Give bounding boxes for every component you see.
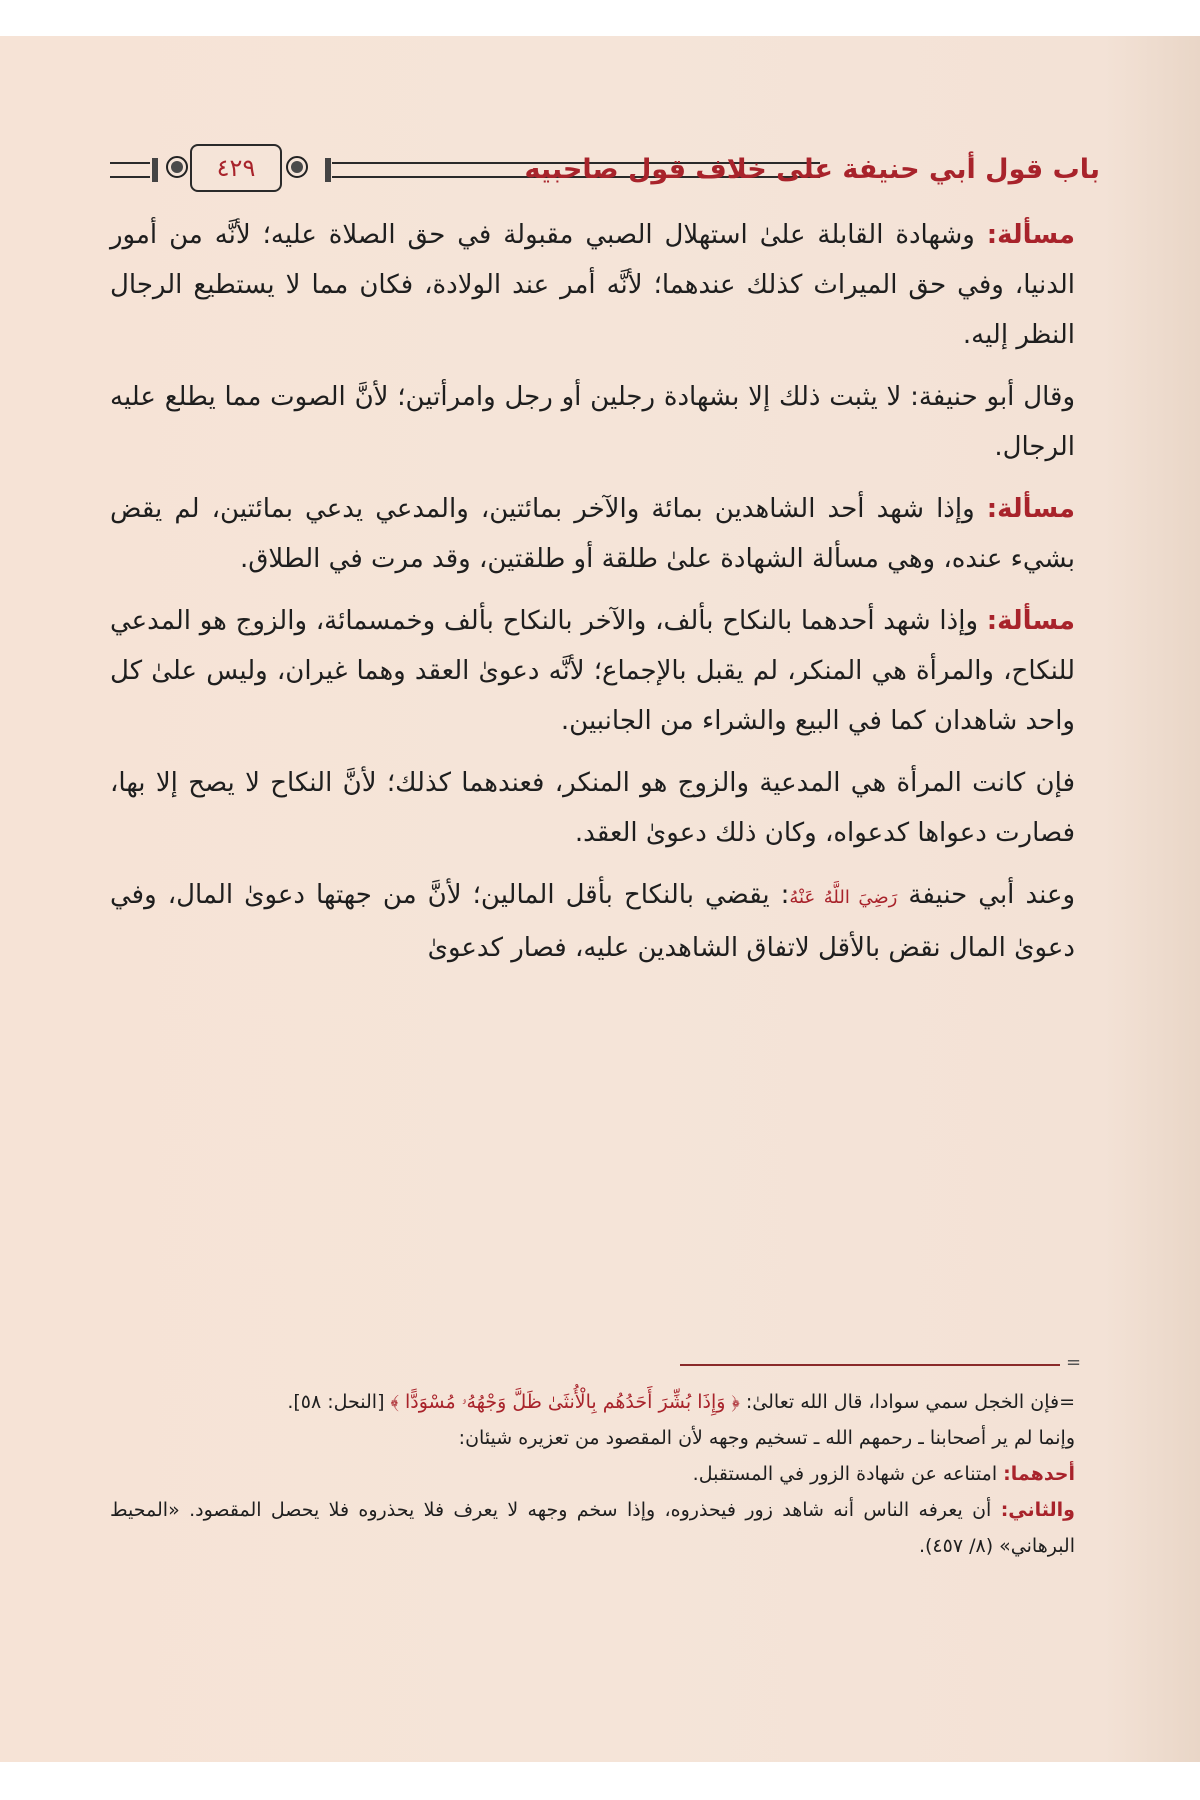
paragraph-text: فإن كانت المرأة هي المدعية والزوج هو المنكر، فعندهما كذلك؛ لأنَّ النكاح لا يصح إلا بها، فصارت دعواها كدعواه، وكان ذلك دعوىٰ العقد. bbox=[110, 768, 1075, 848]
issue-label: مسألة: bbox=[986, 220, 1075, 250]
main-text bbox=[110, 210, 1075, 985]
honorific-glyph: رَضِيَ اللَّهُ عَنْهُ bbox=[789, 887, 898, 908]
issue-label: مسألة: bbox=[986, 494, 1075, 524]
footnote-line bbox=[110, 1384, 1075, 1420]
footnote-text: امتناعه عن شهادة الزور في المستقبل. bbox=[692, 1463, 1004, 1485]
header-ornament-ring bbox=[166, 156, 188, 178]
paragraph-4 bbox=[110, 596, 1075, 746]
footnote-text: وإنما لم ير أصحابنا ـ رحمهم الله ـ تسخيم وجهه لأن المقصود من تعزيره شيئان: bbox=[458, 1427, 1075, 1449]
paragraph-1 bbox=[110, 210, 1075, 360]
paragraph-text: وإذا شهد أحد الشاهدين بمائة والآخر بمائتين، والمدعي يدعي بمائتين، لم يقض بشيء عنده، وهي مسألة الشهادة علىٰ طلقة أو طلقتين، وقد مرت في الطلاق. bbox=[110, 494, 1075, 574]
footnote-separator bbox=[680, 1364, 1060, 1366]
paragraph-text: وقال أبو حنيفة: لا يثبت ذلك إلا بشهادة رجلين أو رجل وامرأتين؛ لأنَّ الصوت مما يطلع عليه الرجال. bbox=[110, 382, 1075, 462]
paragraph-text-before: وعند أبي حنيفة bbox=[897, 880, 1076, 910]
chapter-title: باب قول أبي حنيفة على خلاف قول صاحبيه bbox=[524, 154, 1100, 185]
verse-reference: [النحل: ٥٨]. bbox=[287, 1391, 391, 1413]
issue-label: مسألة: bbox=[986, 606, 1075, 636]
paragraph-text: : يقضي بالنكاح بأقل المالين؛ لأنَّ من جهتها دعوىٰ المال، وفي دعوىٰ المال نقض بالأقل لاتفاق الشاهدين عليه، فصار كدعوىٰ bbox=[110, 880, 1075, 963]
footnote-text: أن يعرفه الناس أنه شاهد زور فيحذروه، وإذا سخم وجهه لا يعرف فلا يحذروه فلا يحصل المقصود. «المحيط البرهاني» (٨/ ٤٥٧). bbox=[110, 1499, 1075, 1557]
footnote-continuation-mark: = bbox=[1066, 1352, 1082, 1373]
header-ornament-post bbox=[325, 158, 331, 182]
footnote-line bbox=[110, 1456, 1075, 1492]
quran-verse: ﴿ وَإِذَا بُشِّرَ أَحَدُهُم بِالْأُنثَىٰ ظَلَّ وَجْهُهُۥ مُسْوَدًّا ﴾ bbox=[390, 1391, 740, 1413]
footnote-label: أحدهما: bbox=[1003, 1463, 1075, 1485]
page-header bbox=[100, 150, 1100, 210]
paragraph-2 bbox=[110, 372, 1075, 472]
page-number: ٤٢٩ bbox=[190, 144, 282, 192]
footnote-line bbox=[110, 1420, 1075, 1456]
paragraph-5 bbox=[110, 758, 1075, 858]
paragraph-6 bbox=[110, 870, 1075, 973]
paragraph-text: وإذا شهد أحدهما بالنكاح بألف، والآخر بالنكاح بألف وخمسمائة، والزوج هو المدعي للنكاح، والمرأة هي المنكر، لم يقبل بالإجماع؛ لأنَّه دعوىٰ العقد وهما غيران، وليس علىٰ كل واحد شاهدان كما في البيع والشراء من الجانبين. bbox=[110, 606, 1075, 736]
footnote-text: =فإن الخجل سمي سوادا، قال الله تعالىٰ: bbox=[739, 1391, 1075, 1413]
footnote-line bbox=[110, 1492, 1075, 1564]
footnote-label: والثاني: bbox=[1000, 1499, 1075, 1521]
footnotes bbox=[110, 1384, 1075, 1564]
header-rule-left bbox=[110, 162, 150, 178]
paragraph-text: وشهادة القابلة علىٰ استهلال الصبي مقبولة في حق الصلاة عليه؛ لأنَّه من أمور الدنيا، وفي حق الميراث كذلك عندهما؛ لأنَّه أمر عند الولادة، فكان مما لا يستطيع الرجال النظر إليه. bbox=[110, 220, 1075, 350]
header-ornament-post bbox=[152, 158, 158, 182]
paragraph-3 bbox=[110, 484, 1075, 584]
header-ornament-ring bbox=[286, 156, 308, 178]
